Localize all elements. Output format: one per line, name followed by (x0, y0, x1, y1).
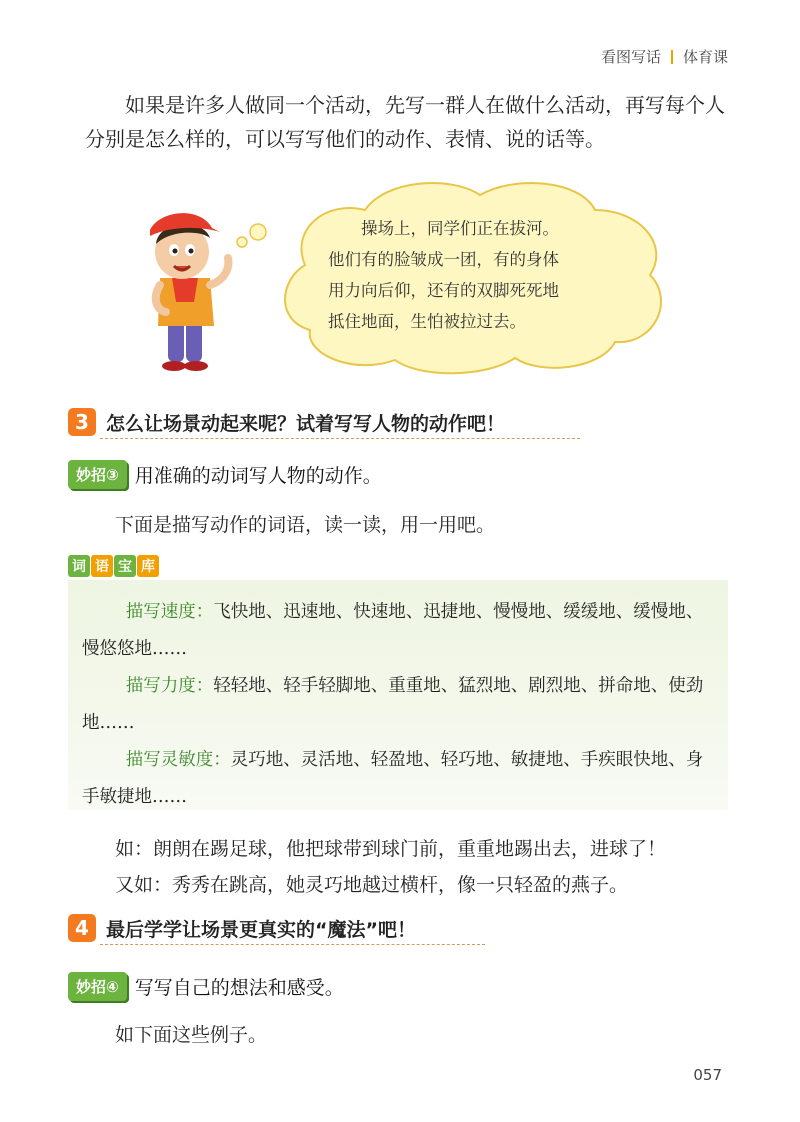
word-bank-item-words: 轻轻地、轻手轻脚地、重重地、猛烈地、剧烈地、拼命地、使劲地…… (82, 676, 704, 733)
word-bank-char: 库 (137, 555, 159, 577)
header-book-title: 看图写话 (600, 48, 661, 66)
intro-paragraph: 如果是许多人做同一个活动，先写一群人在做什么活动，再写每个人分别是怎么样的，可以写写他们的动作、表情、说的话等。 (85, 93, 725, 151)
tip-4-row (68, 972, 344, 1001)
word-bank-char: 词 (68, 555, 90, 577)
word-bank-item-words: 飞快地、迅速地、快速地、迅捷地、慢慢地、缓缓地、缓慢地、慢悠悠地…… (82, 602, 704, 659)
tip-4-badge: 妙招④ (68, 972, 127, 1001)
cloud-text (328, 213, 628, 337)
tip-3-row (68, 460, 382, 489)
section-3-underline (100, 438, 580, 439)
word-bank-item (82, 742, 718, 816)
section-4-title: 最后学学让场景更真实的“魔法”吧！ (106, 918, 416, 941)
tip-4-text: 写写自己的想法和感受。 (134, 977, 344, 999)
word-bank-text (82, 594, 718, 816)
word-bank-char: 宝 (114, 555, 136, 577)
boy-character-icon (150, 213, 228, 371)
section-3-title: 怎么让场景动起来呢？试着写写人物的动作吧！ (106, 412, 506, 435)
tip-3-text: 用准确的动词写人物的动作。 (134, 465, 382, 487)
cloud-line: 抵住地面，生怕被拉过去。 (328, 312, 526, 331)
cloud-line: 他们有的脸皱成一团，有的身体 (328, 250, 559, 269)
word-bank-item (82, 668, 718, 742)
tip-3-description: 下面是描写动作的词语，读一读，用一用吧。 (115, 514, 496, 536)
word-bank-item-label: 描写灵敏度： (125, 750, 231, 770)
tip-4-description: 如下面这些例子。 (115, 1024, 268, 1046)
word-bank-item-words: 灵巧地、灵活地、轻盈地、轻巧地、敏捷地、手疾眼快地、身手敏捷地…… (82, 750, 704, 807)
example-2: 又如：秀秀在跳高，她灵巧地越过横杆，像一只轻盈的燕子。 (115, 874, 629, 896)
word-bank-item (82, 594, 718, 668)
example-1: 如：朗朗在踢足球，他把球带到球门前，重重地踢出去，进球了！ (115, 838, 667, 860)
cloud-line: 用力向后仰，还有的双脚死死地 (328, 281, 559, 300)
running-header (601, 46, 728, 67)
header-divider (671, 50, 673, 64)
word-bank-char: 语 (91, 555, 113, 577)
word-bank-item-label: 描写力度： (125, 676, 214, 696)
page-number: 057 (693, 1066, 722, 1084)
word-bank-label (68, 555, 160, 577)
section-3-heading (68, 408, 505, 436)
section-4-heading (68, 914, 416, 942)
section-4-underline (100, 944, 485, 945)
cloud-line: 操场上，同学们正在拔河。 (361, 219, 559, 238)
section-3-number: 3 (68, 408, 96, 436)
tip-3-badge: 妙招③ (68, 460, 127, 489)
header-chapter-title: 体育课 (682, 48, 728, 66)
word-bank-item-label: 描写速度： (125, 602, 214, 622)
section-4-number: 4 (68, 914, 96, 942)
